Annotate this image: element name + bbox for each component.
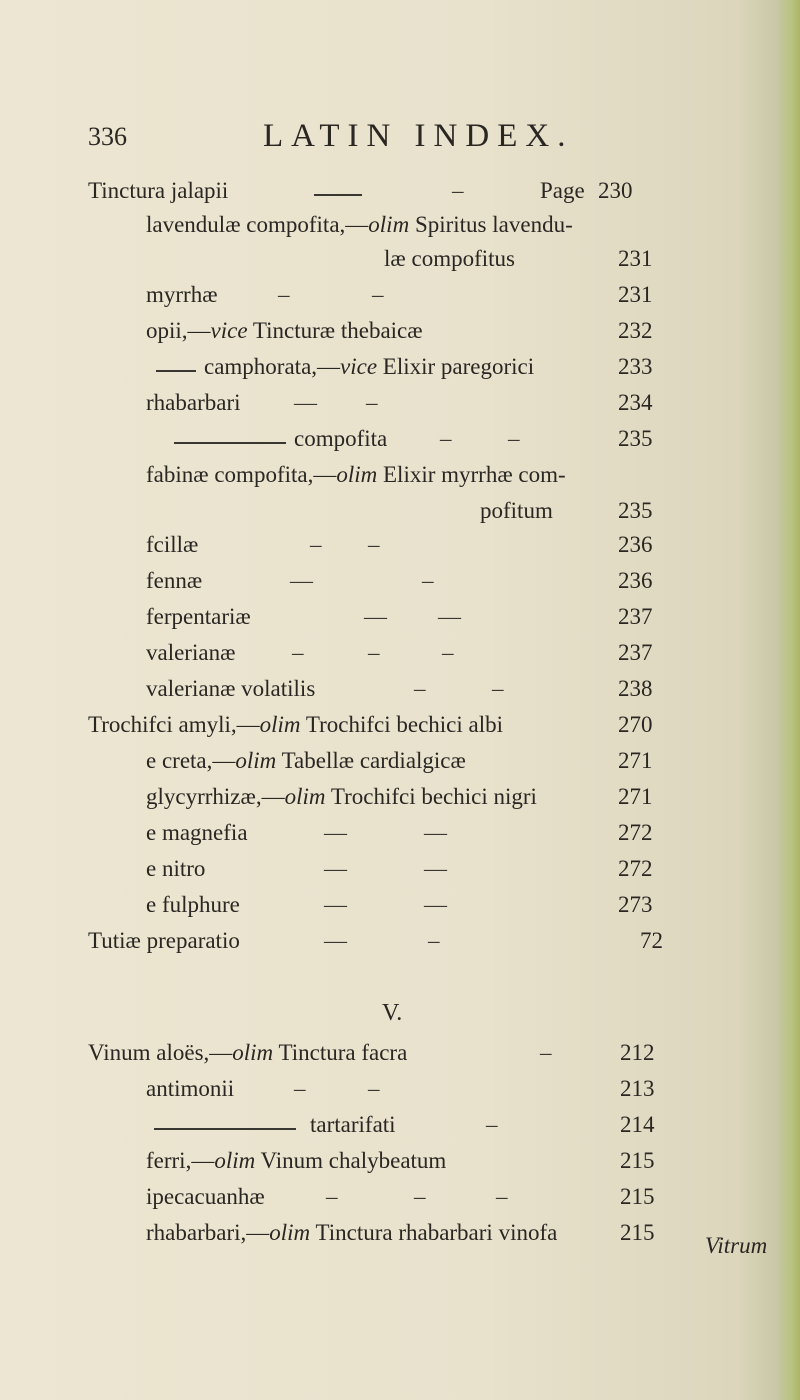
index-entry: tartarifati – 214 — [146, 1112, 786, 1146]
page-number: 336 — [88, 122, 127, 151]
index-entry: fabinæ compofita,—olim Elixir myrrhæ com- — [146, 462, 566, 487]
index-entry: glycyrrhizæ,—olim Trochifci bechici nigri 271 — [146, 784, 653, 809]
index-entry: rhabarbari — – 234 — [146, 390, 653, 415]
index-entry: e fulphure — — 273 — [146, 892, 653, 917]
index-entry: fcillæ – – 236 — [146, 532, 653, 557]
index-entry: rhabarbari,—olim Tinctura rhabarbari vinofa 215 — [146, 1220, 655, 1245]
index-entry: læ compofitus 231 — [384, 246, 653, 271]
index-entry: opii,—vice Tincturæ thebaicæ 232 — [146, 318, 653, 343]
index-entry: ferpentariæ — — 237 — [146, 604, 653, 629]
catchword: Vitrum — [705, 1233, 768, 1258]
section-letter: V. — [382, 1000, 403, 1026]
index-entry: Tutiæ preparatio — – 72 — [88, 928, 663, 953]
page-title: LATIN INDEX. — [263, 118, 574, 154]
index-entry: camphorata,—vice Elixir paregorici 233 — [146, 354, 786, 388]
index-entry: ferri,—olim Vinum chalybeatum 215 — [146, 1148, 655, 1173]
page-header — [88, 118, 688, 162]
index-entry: lavendulæ compofita,—olim Spiritus lavendu- — [146, 212, 573, 237]
index-entry: compofita – – 235 — [146, 426, 786, 460]
index-entry: fennæ — – 236 — [146, 568, 653, 593]
index-entry: Vinum aloës,—olim Tinctura facra – 212 — [88, 1040, 655, 1065]
index-entry: antimonii – – 213 — [146, 1076, 655, 1101]
index-entry: Tinctura jalapii – Page 230 — [88, 178, 633, 203]
index-entry: e creta,—olim Tabellæ cardialgicæ 271 — [146, 748, 653, 773]
index-entry: valerianæ – – – 237 — [146, 640, 653, 665]
index-entry: valerianæ volatilis – – 238 — [146, 676, 653, 701]
index-entry: e nitro — — 272 — [146, 856, 653, 881]
index-entry: Trochifci amyli,—olim Trochifci bechici albi 270 — [88, 712, 653, 737]
index-entry: myrrhæ – – 231 — [146, 282, 653, 307]
index-entry: e magnefia — — 272 — [146, 820, 653, 845]
index-entry: ipecacuanhæ – – – 215 — [146, 1184, 655, 1209]
index-entry: pofitum 235 — [480, 498, 653, 523]
